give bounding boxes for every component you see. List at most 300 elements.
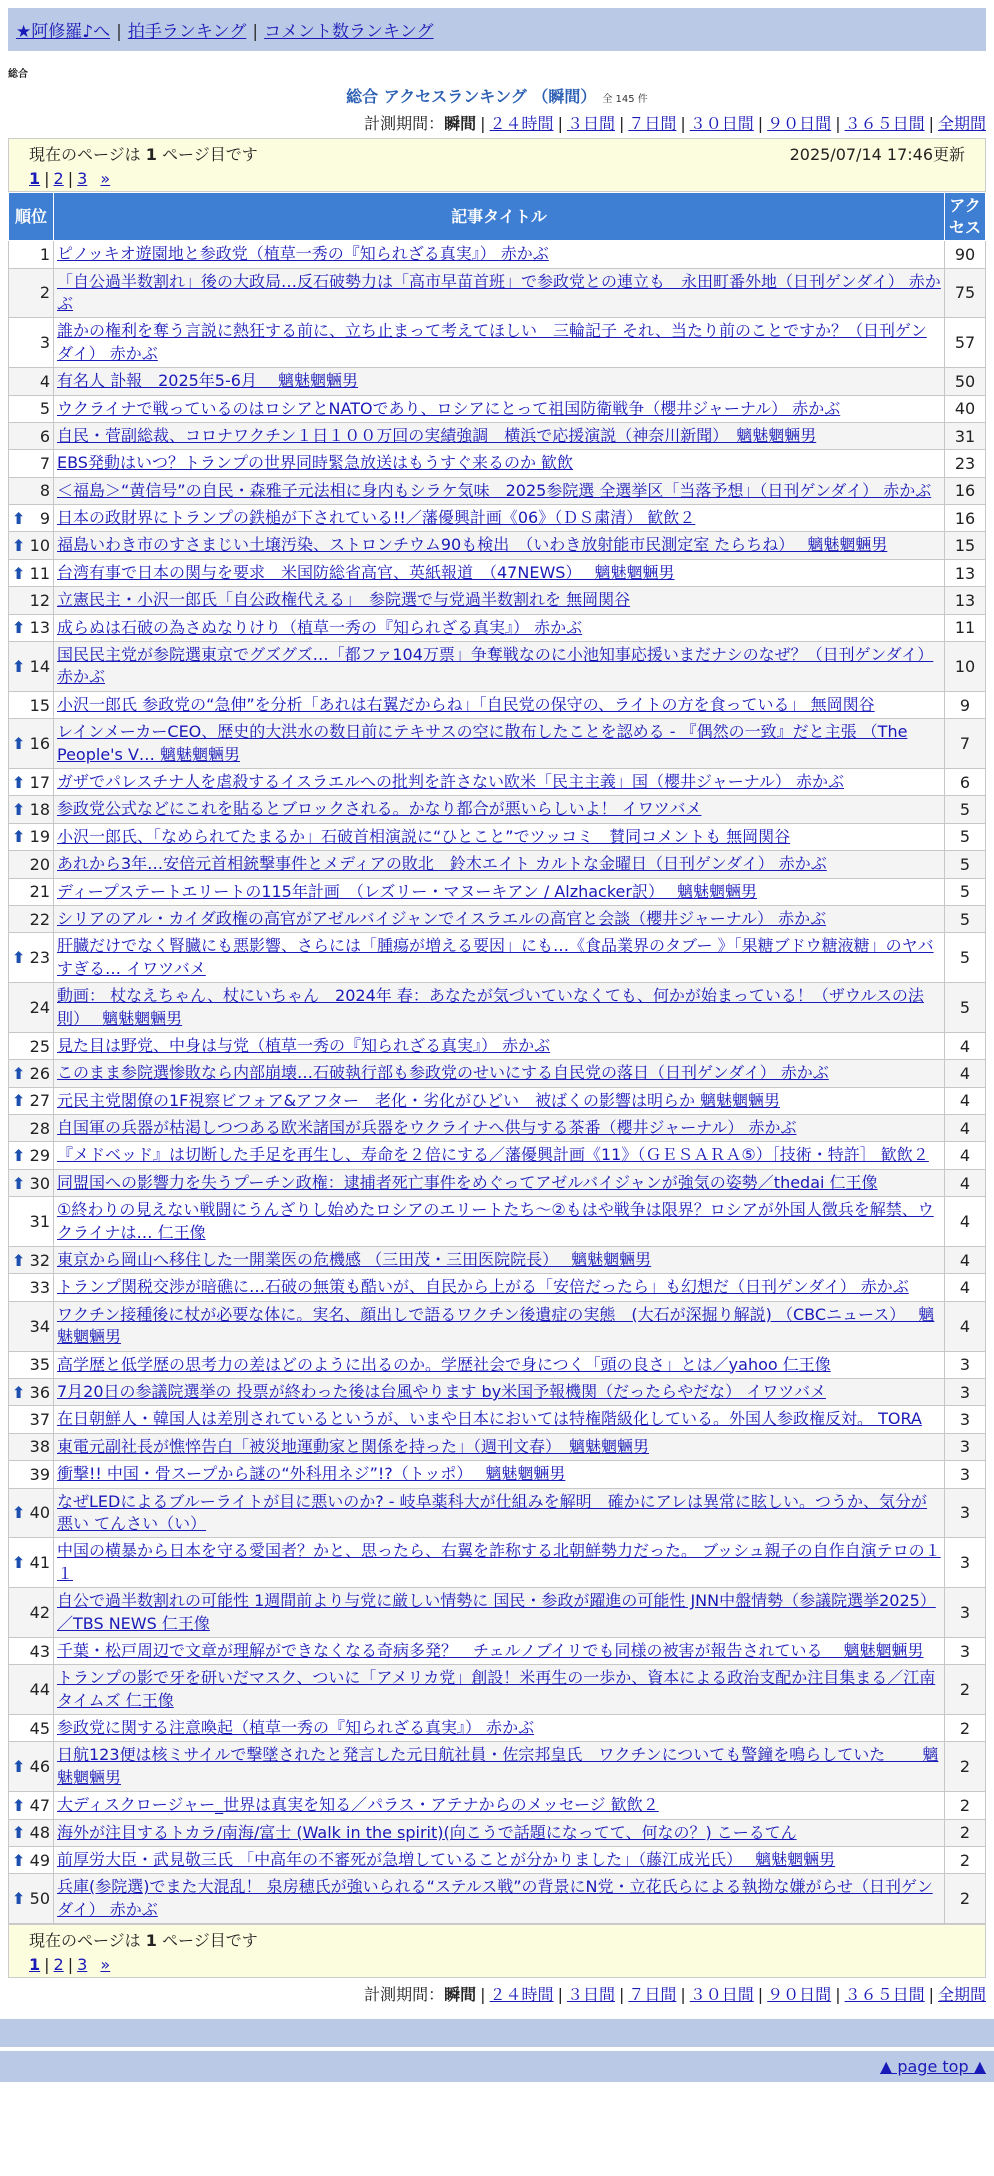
pager-page-1[interactable]: 1 [29,169,41,188]
table-row [9,1351,986,1378]
rank-number: 15 [29,695,50,715]
rank-number: 23 [29,948,50,968]
rank-cell [9,318,54,368]
table-row [9,1142,986,1169]
top-nav: ★阿修羅♪へ | 拍手ランキング | コメント数ランキング [8,8,986,51]
article-link[interactable]: 千葉・松戸周辺で文章が理解ができなくなる奇病多発？ チェルノブイリでも同様の被害が報告されている 魑魅魍魎男 [57,1640,924,1660]
article-link[interactable]: ワクチン接種後に杖が必要な体に。実名、顔出しで語るワクチン後遺症の実態 (大石が深掘り解説) （CBCニュース） 魑魅魍魎男 [57,1304,935,1347]
table-row [9,1378,986,1405]
table-row [9,1665,986,1715]
table-row [9,241,986,268]
period-link[interactable]: ７日間 [628,114,677,133]
table-row [9,1874,986,1924]
rank-number: 9 [39,508,50,528]
table-row [9,587,986,614]
article-link[interactable]: 参政党公式などにこれを貼るとブロックされる。かなり都合が悪いらしいよ！ イワツバメ [57,799,702,819]
rank-cell [9,1301,54,1351]
pager-page-2[interactable]: 2 [53,169,64,188]
rank-number: 27 [29,1091,50,1111]
title-cell [54,642,945,692]
rank-number: 50 [29,1889,50,1909]
up-arrow-icon: ⬆ [12,1063,26,1083]
pager-page-3[interactable]: 3 [77,169,88,188]
rank-number: 11 [29,563,50,583]
rank-cell [9,1032,54,1059]
rank-number: 29 [29,1146,50,1166]
pager-bottom [29,1955,965,1974]
title-cell [54,1792,945,1819]
pager-top [29,169,965,188]
rank-cell [9,1197,54,1247]
period-separator: | [835,114,841,133]
table-row [9,1819,986,1846]
article-link[interactable]: 立憲民主・小沢一郎氏「自公政権代える」 参院選で与党過半数割れを 無岡関谷 [57,590,631,610]
rank-number: 3 [39,333,50,353]
page-info-top [8,138,986,192]
period-link[interactable]: ９０日間 [767,1985,832,2005]
pager-separator: | [67,169,74,188]
access-count: 5 [945,905,986,932]
pager-next[interactable]: » [100,1955,111,1975]
article-link[interactable]: ①終わりの見えない戦闘にうんざりし始めたロシアのエリートたち～②もはや戦争は限界？ロシアが外国人徴兵を解禁、ウクライナは… 仁王像 [57,1200,934,1242]
rank-cell [9,1847,54,1874]
access-count: 7 [945,719,986,769]
up-arrow-icon: ⬆ [12,1382,26,1402]
up-arrow-icon: ⬆ [12,1146,26,1166]
rank-cell [9,878,54,905]
rank-cell [9,933,54,983]
article-link[interactable]: 国民民主党が参院選東京でグズグズ…「都ファ104万票」争奪戦なのに小池知事応援いまだナシのなぜ？（日刊ゲンダイ） 赤かぶ [57,645,934,687]
rank-number: 22 [29,909,50,929]
period-link[interactable]: ３６５日間 [844,114,925,133]
article-link[interactable]: 参政党に関する注意喚起（植草一秀の『知られざる真実』） 赤かぶ [57,1718,535,1738]
rank-number: 5 [39,399,50,419]
table-row [9,691,986,718]
title-cell [54,905,945,932]
article-link[interactable]: 動画： 杖なえちゃん、杖にいちゃん 2024年 春：あなたが気づいていなくても、何かが始まっている！（ザウルスの法則） 魑魅魍魎男 [57,986,924,1028]
article-link[interactable]: ピノッキオ遊園地と参政党（植草一秀の『知られざる真実』） 赤かぶ [57,244,549,264]
article-link[interactable]: シリアのアル・カイダ政権の高官がアゼルバイジャンでイスラエルの高官と会談（櫻井ジャーナル） 赤かぶ [57,908,827,928]
up-arrow-icon: ⬆ [12,1795,26,1815]
title-cell [54,691,945,718]
title-cell [54,505,945,532]
access-count: 2 [945,1715,986,1742]
article-link[interactable]: 海外が注目するトカラ/南海/富士 (Walk in the spirit)(向こうで話題になってて、何なの？) こーるてん [57,1822,797,1842]
up-arrow-icon: ⬆ [12,1850,26,1870]
rank-number: 8 [39,481,50,501]
access-count: 40 [945,395,986,422]
pager-separator: | [44,1955,50,1975]
access-count: 5 [945,823,986,850]
table-row [9,905,986,932]
rank-number: 35 [29,1355,50,1375]
title-cell [54,1461,945,1488]
article-link[interactable]: 自民・菅副総裁、コロナワクチン１日１００万回の実績強調 横浜で応援演説（神奈川新聞） 魑魅魍魎男 [57,425,817,445]
rank-number: 10 [29,536,50,556]
period-link[interactable]: ３日間 [566,114,615,133]
page-top-bar [0,2051,994,2082]
article-link[interactable]: 『メドベッド』は切断した手足を再生し、寿命を２倍にする／藩優興計画《11》（ＧＥＳＡＲＡ⑤）［技術・特許］ 歓飲２ [57,1145,929,1165]
table-row [9,1115,986,1142]
rank-cell [9,1351,54,1378]
rank-cell [9,1142,54,1169]
rank-cell [9,1378,54,1405]
rank-cell [9,395,54,422]
rank-number: 14 [29,656,50,676]
rank-cell [9,614,54,641]
article-link[interactable]: 自公で過半数割れの可能性 1週間前より与党に厳しい情勢に 国民・参政が躍進の可能性 JNN中盤情勢（参議院選挙2025）／TBS NEWS 仁王像 [57,1591,936,1633]
article-link[interactable]: 誰かの権利を奪う言説に熱狂する前に、立ち止まって考えてほしい 三輪記子 それ、当たり前のことですか？（日刊ゲンダイ） 赤かぶ [57,321,927,363]
up-arrow-icon: ⬆ [12,656,26,676]
access-count: 4 [945,1274,986,1301]
rank-cell [9,642,54,692]
title-cell [54,1665,945,1715]
article-link[interactable]: 見た目は野党、中身は与党（植草一秀の『知られざる真実』） 赤かぶ [57,1035,551,1055]
rank-cell [9,1874,54,1924]
table-row [9,851,986,878]
rank-number: 30 [29,1173,50,1193]
access-count: 3 [945,1433,986,1460]
table-row [9,1087,986,1114]
access-count: 3 [945,1588,986,1638]
period-separator: | [480,1985,486,2005]
rank-cell [9,1715,54,1742]
article-link[interactable]: EBS発動はいつ？トランプの世界同時緊急放送はもうすぐ来るのか 歓飲 [57,453,574,473]
rank-cell [9,851,54,878]
title-cell [54,983,945,1033]
title-cell [54,1115,945,1142]
period-link[interactable]: ３０日間 [689,114,754,133]
period-link[interactable]: ７日間 [628,1985,677,2005]
rank-number: 38 [29,1437,50,1457]
rank-cell [9,905,54,932]
rank-number: 21 [29,882,50,902]
table-row [9,1274,986,1301]
article-link[interactable]: 衝撃!! 中国・骨スープから謎の“外科用ネジ”!?（トッポ） 魑魅魍魎男 [57,1464,566,1484]
article-link[interactable]: ディープステートエリートの115年計画 （レズリー・マヌーキアン / Alzhacker訳） 魑魅魍魎男 [57,881,758,901]
access-count: 5 [945,933,986,983]
period-link[interactable]: ３０日間 [689,1985,754,2005]
access-count: 5 [945,878,986,905]
rank-cell [9,983,54,1033]
period-separator: | [757,114,764,133]
access-header: アクセス [945,193,986,241]
title-cell [54,1715,945,1742]
article-link[interactable]: トランプ関税交渉が暗礁に…石破の無策も酷いが、自民から上がる「安倍だったら」も幻想だ（日刊ゲンダイ） 赤かぶ [57,1277,909,1297]
table-row [9,642,986,692]
table-row [9,395,986,422]
period-link[interactable]: 全期間 [937,114,986,133]
article-link[interactable]: 成らぬは石破の為さぬなりけり（植草一秀の『知られざる真実』） 赤かぶ [57,617,583,637]
title-cell [54,1169,945,1196]
rank-cell [9,1060,54,1087]
up-arrow-icon: ⬆ [12,948,26,968]
rank-cell [9,1538,54,1588]
table-row [9,769,986,796]
rank-number: 28 [29,1118,50,1138]
article-link[interactable]: 東電元副社長が憔悴告白「被災地運動家と関係を持った」（週刊文春） 魑魅魍魎男 [57,1436,650,1456]
table-row [9,1032,986,1059]
table-row [9,1433,986,1460]
title-cell [54,1351,945,1378]
rank-cell [9,1169,54,1196]
rank-number: 49 [29,1850,50,1870]
home-link[interactable]: ★阿修羅♪へ [16,22,111,42]
article-link[interactable]: 在日朝鮮人・韓国人は差別されているというが、いまや日本においては特権階級化している。外国人参政権反対。 TORA [57,1409,922,1429]
rank-cell [9,1637,54,1664]
access-count: 2 [945,1819,986,1846]
up-arrow-icon: ⬆ [12,563,26,583]
rank-number: 32 [29,1250,50,1270]
up-arrow-icon: ⬆ [12,1091,26,1111]
total-count: 全 145 件 [602,94,648,105]
pager-page-2[interactable]: 2 [53,1955,64,1975]
article-link[interactable]: 小沢一郎氏 参政党の“急伸”を分析「あれは右翼だからね」「自民党の保守の、ライトの方を食っている」 無岡関谷 [57,694,875,714]
table-row [9,532,986,559]
up-arrow-icon: ⬆ [12,1173,26,1193]
article-link[interactable]: 兵庫(参院選)でまた大混乱！ 泉房穂氏が強いられる“ステルス戦”の背景にN党・立花氏らによる執拗な嫌がらせ（日刊ゲンダイ） 赤かぶ [57,1877,933,1919]
title-cell [54,769,945,796]
article-link[interactable]: あれから3年…安倍元首相銃撃事件とメディアの敗北 鈴木エイト カルトな金曜日（日刊ゲンダイ） 赤かぶ [57,854,827,874]
title-cell [54,1488,945,1538]
access-count: 4 [945,1060,986,1087]
title-cell [54,395,945,422]
article-link[interactable]: 日本の政財界にトランプの鉄槌が下されている!!／藩優興計画《06》（ＤＳ粛清） 歓飲２ [57,508,696,528]
period-separator: | [480,114,486,133]
article-link[interactable]: 肝臓だけでなく腎臓にも悪影響、さらには「腫瘍が増える要因」にも…《食品業界のタブー 》「果糖ブドウ糖液糖」のヤバすぎる… イワツバメ [57,936,934,978]
article-link[interactable]: レインメーカーCEO、歴史的大洪水の数日前にテキサスの空に散布したことを認める - 『偶然の一致』だと主張 （The People's V… 魑魅魍魎男 [57,722,908,764]
period-separator: | [835,1985,841,2005]
rank-number: 2 [39,283,50,303]
access-count: 4 [945,1197,986,1247]
title-cell [54,1742,945,1792]
rank-number: 16 [29,734,50,754]
article-link[interactable]: ＜福島＞“黄信号”の自民・森雅子元法相に身内もシラケ気味 2025参院選 全選挙区「当落予想」（日刊ゲンダイ） 赤かぶ [57,480,932,500]
rank-number: 48 [29,1823,50,1843]
article-link[interactable]: 同盟国への影響力を失うプーチン政権：逮捕者死亡事件をめぐってアゼルバイジャンが強気の姿勢／thedai 仁王像 [57,1172,878,1192]
access-count: 6 [945,769,986,796]
rank-cell [9,422,54,449]
table-row [9,422,986,449]
article-link[interactable]: なぜLEDによるブルーライトが目に悪いのか? - 岐阜薬科大が仕組みを解明 確かにアレは異常に眩しい。つうか、気分が悪い てんさい（い） [57,1491,928,1533]
title-cell [54,614,945,641]
rank-header: 順位 [9,193,54,241]
rank-cell [9,1115,54,1142]
period-link[interactable]: ３日間 [566,1985,615,2005]
pager-next[interactable]: » [100,169,111,188]
table-row [9,368,986,395]
page-top-link[interactable]: ▲ page top ▲ [879,2057,986,2077]
period-link[interactable]: ２４時間 [489,1985,554,2005]
rank-cell [9,719,54,769]
article-link[interactable]: トランプの影で牙を研いだマスク、ついに「アメリカ党」創設！米再生の一歩か、資本による政治支配か注目集まる／江南タイムズ 仁王像 [57,1668,936,1710]
table-row [9,933,986,983]
access-count: 2 [945,1742,986,1792]
rank-cell [9,1406,54,1433]
up-arrow-icon: ⬆ [12,800,26,820]
title-cell [54,1433,945,1460]
article-link[interactable]: ウクライナで戦っているのはロシアとNATOであり、ロシアにとって祖国防衛戦争（櫻井ジャーナル） 赤かぶ [57,398,841,418]
article-link[interactable]: ガザでパレスチナ人を虐殺するイスラエルへの批判を許さない欧米「民主主義」国（櫻井ジャーナル） 赤かぶ [57,772,845,791]
ranking-table [8,192,986,1924]
rank-cell [9,1461,54,1488]
article-link[interactable]: 大ディスクロージャー_世界は真実を知る／パラス・アテナからのメッセージ 歓飲２ [57,1795,659,1815]
title-cell [54,368,945,395]
table-row [9,1538,986,1588]
period-selector-top [8,111,986,134]
period-separator: | [928,1985,934,2005]
period-link[interactable]: ３６５日間 [844,1985,925,2005]
title-cell [54,1142,945,1169]
period-separator: | [757,1985,764,2005]
period-link[interactable]: ２４時間 [489,114,554,133]
pager-page-1[interactable]: 1 [29,1955,41,1975]
clap-ranking-link[interactable]: 拍手ランキング [127,22,247,42]
access-count: 75 [945,268,986,318]
rank-cell [9,1588,54,1638]
rank-cell [9,587,54,614]
table-row [9,1301,986,1351]
period-link[interactable]: 全期間 [937,1985,986,2005]
article-link[interactable]: 前厚労大臣・武見敬三氏 「中高年の不審死が急増していることが分かりました」（藤江成光氏） 魑魅魍魎男 [57,1850,836,1870]
access-count: 3 [945,1538,986,1588]
rank-cell [9,1433,54,1460]
title-cell [54,559,945,586]
article-link[interactable]: 自国軍の兵器が枯渇しつつある欧米諸国が兵器をウクライナへ供与する茶番（櫻井ジャーナル） 赤かぶ [57,1118,797,1138]
pager-separator: | [67,1955,74,1975]
article-link[interactable]: 元民主党閣僚の1F視察ビフォア&アフター 老化・劣化がひどい 被ばくの影響は明らか 魑魅魍魎男 [57,1090,781,1110]
article-link[interactable]: 有名人 訃報 2025年5-6月 魑魅魍魎男 [57,371,359,391]
table-row [9,559,986,586]
rank-number: 25 [29,1036,50,1056]
table-row [9,477,986,504]
footer-bar [0,2019,994,2047]
period-selector-bottom [8,1982,986,2005]
rank-number: 33 [29,1278,50,1298]
period-link[interactable]: ９０日間 [767,114,832,133]
rank-number: 42 [29,1603,50,1622]
rank-number: 37 [29,1410,50,1430]
title-cell [54,1274,945,1301]
table-row [9,719,986,769]
rank-number: 20 [29,854,50,874]
access-count: 2 [945,1847,986,1874]
table-row [9,1060,986,1087]
table-row [9,450,986,477]
period-label: 計測期間： [364,114,445,133]
access-count: 15 [945,532,986,559]
period-separator: | [618,114,625,133]
category-label: 総合 [8,69,28,80]
title-cell [54,1874,945,1924]
table-row [9,614,986,641]
article-link[interactable]: 中国の横暴から日本を守る愛国者？かと、思ったら、右翼を詐称する北朝鮮勢力だった。 ブッシュ親子の自作自演テロの１１ [57,1541,941,1583]
period-separator: | [680,114,686,133]
article-link[interactable]: このまま参院選惨敗なら内部崩壊…石破執行部も参政党のせいにする自民党の落日（日刊ゲンダイ） 赤かぶ [57,1063,829,1083]
rank-number: 43 [29,1641,50,1661]
up-arrow-icon: ⬆ [12,772,26,792]
article-link[interactable]: 小沢一郎氏、「なめられてたまるか」石破首相演説に“ひとこと”でツッコミ 賛同コメントも 無岡関谷 [57,826,791,846]
access-count: 10 [945,642,986,692]
title-cell [54,933,945,983]
title-cell [54,450,945,477]
rank-cell [9,1247,54,1274]
rank-number: 26 [29,1063,50,1083]
access-count: 3 [945,1637,986,1664]
title-cell [54,477,945,504]
table-row [9,1461,986,1488]
up-arrow-icon: ⬆ [12,1889,26,1909]
rank-number: 39 [29,1464,50,1484]
article-link[interactable]: 日航123便は核ミサイルで撃墜されたと発言した元日航社員・佐宗邦皇氏 ワクチンについても警鐘を鳴らしていた 魑魅魍魎男 [57,1745,939,1787]
comment-ranking-link[interactable]: コメント数ランキング [264,22,434,42]
up-arrow-icon: ⬆ [12,536,26,556]
access-count: 4 [945,1087,986,1114]
table-row [9,823,986,850]
article-link[interactable]: 東京から岡山へ移住した一開業医の危機感 （三田茂・三田医院院長） 魑魅魍魎男 [57,1250,652,1270]
access-count: 57 [945,318,986,368]
rank-number: 45 [29,1718,50,1738]
title-cell [54,823,945,850]
access-count: 3 [945,1351,986,1378]
title-cell [54,1847,945,1874]
up-arrow-icon: ⬆ [12,1757,26,1777]
title-cell [54,1538,945,1588]
rank-cell [9,505,54,532]
table-row [9,1637,986,1664]
access-count: 3 [945,1378,986,1405]
up-arrow-icon: ⬆ [12,508,26,528]
access-count: 3 [945,1406,986,1433]
pager-page-3[interactable]: 3 [77,1955,88,1975]
table-row [9,983,986,1033]
rank-number: 41 [29,1553,50,1573]
title-cell [54,1301,945,1351]
rank-cell [9,691,54,718]
rank-cell [9,450,54,477]
up-arrow-icon: ⬆ [12,827,26,847]
access-count: 2 [945,1792,986,1819]
access-count: 31 [945,422,986,449]
access-count: 4 [945,1115,986,1142]
rank-number: 47 [29,1795,50,1815]
title-cell [54,268,945,318]
table-row [9,1588,986,1638]
up-arrow-icon: ⬆ [12,618,26,638]
article-link[interactable]: 「自公過半数割れ」後の大政局…反石破勢力は「高市早苗首班」で参政党との連立も 永田町番外地（日刊ゲンダイ） 赤かぶ [57,271,941,313]
rank-number: 7 [39,454,50,473]
access-count: 3 [945,1461,986,1488]
article-link[interactable]: 高学歴と低学歴の思考力の差はどのように出るのか。学歴社会で身につく「頭の良さ」とは／yahoo 仁王像 [57,1354,831,1374]
rank-number: 12 [29,590,50,610]
page-info-bottom [8,1924,986,1978]
rank-cell [9,1488,54,1538]
article-link[interactable]: 福島いわき市のすさまじい土壌汚染、ストロンチウム90も検出 （いわき放射能市民測定室 たらちね） 魑魅魍魎男 [57,535,888,555]
article-link[interactable]: 7月20日の参議院選挙の 投票が終わった後は台風やります by米国予報機関（だったらやだな） イワツバメ [57,1381,826,1401]
rank-cell [9,796,54,823]
table-row [9,1847,986,1874]
table-row [9,505,986,532]
title-cell [54,1087,945,1114]
period-separator: | [557,1985,563,2005]
table-row [9,1488,986,1538]
article-link[interactable]: 台湾有事で日本の関与を要求 米国防総省高官、英紙報道 （47NEWS） 魑魅魍魎男 [57,562,675,582]
table-row [9,878,986,905]
title-cell [54,1247,945,1274]
current-page-text-bottom: 現在のページは 1 ページ目です [29,1931,258,1951]
access-count: 9 [945,691,986,718]
period-label: 計測期間： [364,1985,445,2005]
